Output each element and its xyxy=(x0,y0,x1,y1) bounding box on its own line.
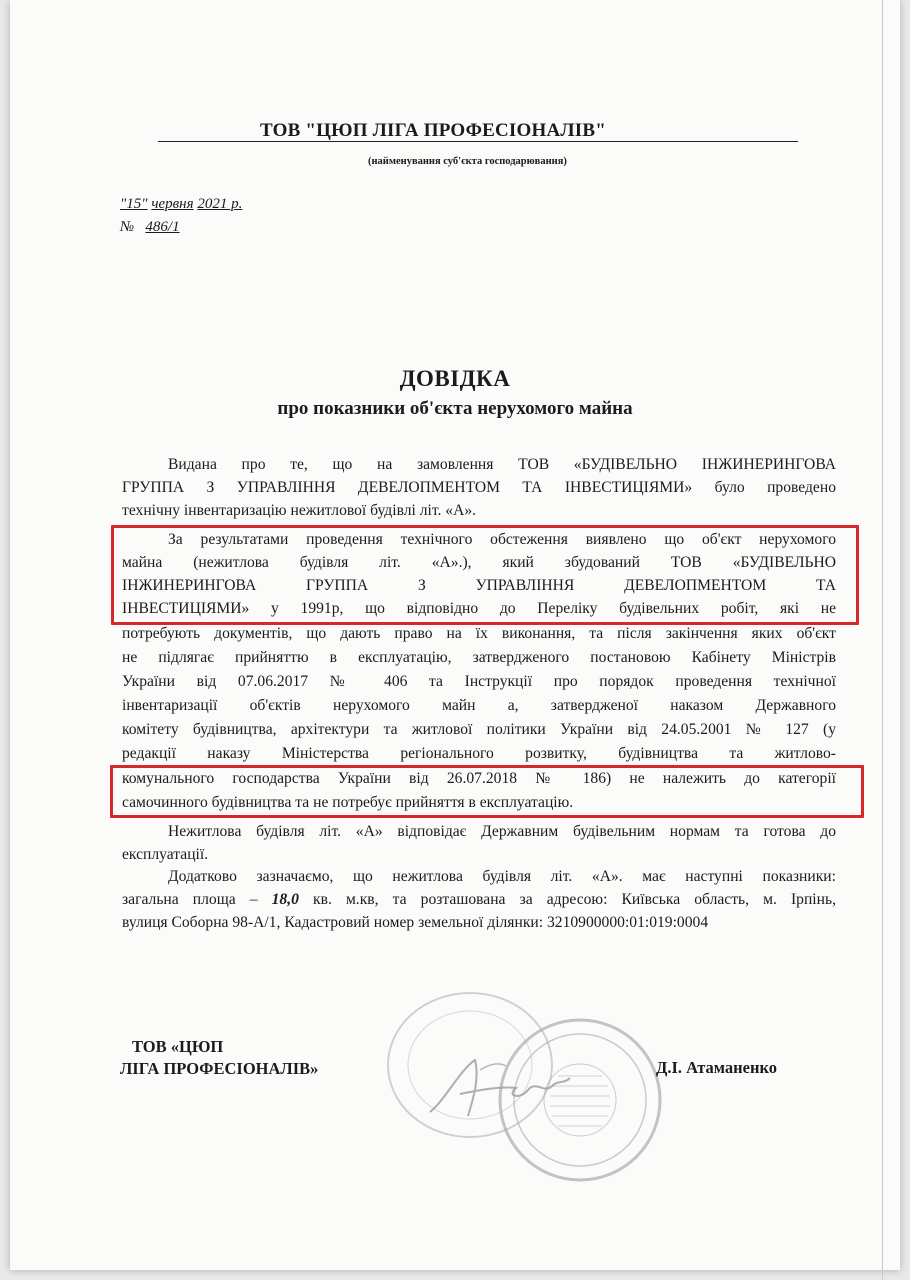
signer-name: Д.І. Атаманенко xyxy=(656,1058,778,1077)
signature-company-line1: ТОВ «ЦЮП xyxy=(132,1037,224,1056)
body-line: ІНВЕСТИЦІЯМИ» у 1991р, що відповідно до Переліку будівельних робіт, які не xyxy=(122,600,836,617)
body-line: майна (нежитлова будівля літ. «А».), який збудований ТОВ «БУДІВЕЛЬНО xyxy=(122,554,836,571)
area-line xyxy=(122,890,836,910)
body-line: комунального господарства України від 26.07.2018 № 186) не належить до категорії xyxy=(122,770,836,787)
date-day: "15" xyxy=(120,196,148,212)
body-line: редакції наказу Міністерства регіонального розвитку, будівництва та житлово- xyxy=(122,745,836,762)
body-line: ГРУППА З УПРАВЛІННЯ ДЕВЕЛОПМЕНТОМ ТА ІНВЕСТИЦІЯМИ» було проведено xyxy=(122,479,836,496)
body-line: не підлягає прийняттю в експлуатацію, затвердженого постановою Кабінету Міністрів xyxy=(122,649,836,666)
area-before: загальна площа – xyxy=(122,891,272,908)
body-line: Нежитлова будівля літ. «А» відповідає Державним будівельним нормам та готова до xyxy=(168,823,836,840)
document-date xyxy=(120,196,242,213)
company-header: ТОВ "ЦЮП ЛІГА ПРОФЕСІОНАЛІВ" xyxy=(260,120,606,141)
body-line: експлуатації. xyxy=(122,846,209,863)
body-line: ІНЖИНЕРИНГОВА ГРУППА З УПРАВЛІННЯ ДЕВЕЛОПМЕНТОМ ТА xyxy=(122,577,836,594)
body-line: За результатами проведення технічного обстеження виявлено що об'єкт нерухомого xyxy=(168,531,836,548)
area-value: 18,0 xyxy=(271,891,299,908)
highlight-box-2 xyxy=(110,765,864,818)
body-line: Додатково зазначаємо, що нежитлова будівля літ. «А». має наступні показники: xyxy=(168,868,836,885)
body-line: України від 07.06.2017 № 406 та Інструкції про порядок проведення технічної xyxy=(122,673,836,690)
body-line: потребують документів, що дають право на їх виконання, та після закінчення яких об'єкт xyxy=(122,625,836,642)
date-year: 2021 р. xyxy=(197,196,243,212)
body-line: вулиця Соборна 98-А/1, Кадастровий номер земельної ділянки: 3210900000:01:019:0004 xyxy=(122,914,709,931)
number-value: 486/1 xyxy=(145,219,180,235)
signature-company xyxy=(120,1036,319,1080)
body-line: Видана про те, що на замовлення ТОВ «БУДІВЕЛЬНО ІНЖИНЕРИНГОВА xyxy=(168,456,836,473)
body-line: самочинного будівництва та не потребує прийняття в експлуатацію. xyxy=(122,794,574,811)
area-after: кв. м.кв, та розташована за адресою: Київська область, м. Ірпінь, xyxy=(298,891,836,908)
company-caption: (найменування суб'єкта господарювання) xyxy=(368,156,567,167)
date-month: червня xyxy=(151,196,194,212)
body-line: технічну інвентаризацію нежитлової будівлі літ. «А». xyxy=(122,502,477,519)
company-header-rule xyxy=(158,141,798,142)
number-prefix: № xyxy=(120,219,135,235)
signature-company-line2: ЛІГА ПРОФЕСІОНАЛІВ» xyxy=(120,1059,319,1078)
body-line: комітету будівництва, архітектури та житлової політики України від 24.05.2001 № 127 (у xyxy=(122,721,836,738)
signature-icon xyxy=(420,1050,580,1130)
document-title: ДОВІДКА xyxy=(399,366,511,391)
page-edge-line xyxy=(882,0,883,1280)
highlight-box-1 xyxy=(111,525,859,625)
document-number xyxy=(120,219,180,236)
body-line: інвентаризації об'єктів нерухомого майн а, затвердженої наказом Державного xyxy=(122,697,836,714)
document-subtitle: про показники об'єкта нерухомого майна xyxy=(277,398,633,419)
